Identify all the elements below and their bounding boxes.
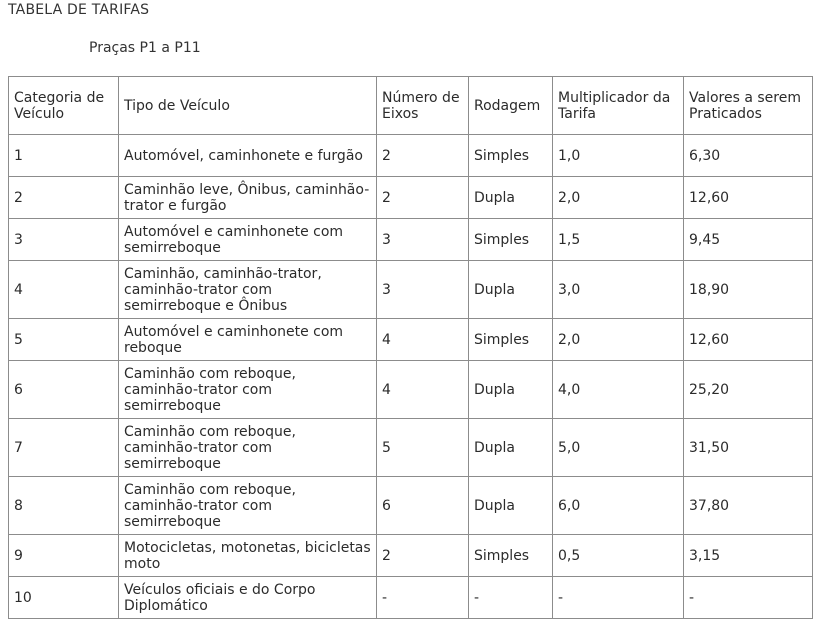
cell-multiplicador: 5,0 xyxy=(553,419,684,477)
cell-categoria: 5 xyxy=(9,319,119,361)
cell-rodagem: Dupla xyxy=(469,361,553,419)
cell-eixos: 4 xyxy=(377,361,469,419)
cell-multiplicador: 3,0 xyxy=(553,261,684,319)
cell-categoria: 9 xyxy=(9,535,119,577)
cell-rodagem: Simples xyxy=(469,219,553,261)
cell-valor: 12,60 xyxy=(684,177,813,219)
cell-eixos: 3 xyxy=(377,261,469,319)
cell-rodagem: Simples xyxy=(469,319,553,361)
table-row xyxy=(9,219,813,261)
cell-valor: 9,45 xyxy=(684,219,813,261)
cell-tipo: Motocicletas, motonetas, bicicletas moto xyxy=(119,535,377,577)
cell-valor: 37,80 xyxy=(684,477,813,535)
header-multiplicador: Multiplicador da Tarifa xyxy=(553,77,684,135)
table-row xyxy=(9,361,813,419)
table-row xyxy=(9,177,813,219)
cell-multiplicador: 2,0 xyxy=(553,319,684,361)
cell-valor: 3,15 xyxy=(684,535,813,577)
cell-categoria: 6 xyxy=(9,361,119,419)
cell-tipo: Veículos oficiais e do Corpo Diplomático xyxy=(119,577,377,619)
cell-multiplicador: 1,0 xyxy=(553,135,684,177)
cell-rodagem: Dupla xyxy=(469,177,553,219)
header-rodagem: Rodagem xyxy=(469,77,553,135)
table-row xyxy=(9,535,813,577)
cell-valor: 31,50 xyxy=(684,419,813,477)
table-row xyxy=(9,477,813,535)
cell-tipo: Caminhão, caminhão-trator, caminhão-trator com semirreboque e Ônibus xyxy=(119,261,377,319)
cell-categoria: 8 xyxy=(9,477,119,535)
cell-valor: 6,30 xyxy=(684,135,813,177)
cell-valor: 12,60 xyxy=(684,319,813,361)
cell-valor: 18,90 xyxy=(684,261,813,319)
table-row xyxy=(9,135,813,177)
header-categoria: Categoria de Veículo xyxy=(9,77,119,135)
cell-tipo: Caminhão leve, Ônibus, caminhão-trator e furgão xyxy=(119,177,377,219)
table-row xyxy=(9,419,813,477)
page-subtitle: Praças P1 a P11 xyxy=(89,40,201,56)
cell-rodagem: Simples xyxy=(469,535,553,577)
cell-tipo: Automóvel e caminhonete com reboque xyxy=(119,319,377,361)
tariff-table xyxy=(8,76,813,619)
cell-multiplicador: 6,0 xyxy=(553,477,684,535)
cell-eixos: - xyxy=(377,577,469,619)
cell-eixos: 3 xyxy=(377,219,469,261)
cell-eixos: 2 xyxy=(377,135,469,177)
cell-rodagem: Dupla xyxy=(469,419,553,477)
cell-tipo: Automóvel, caminhonete e furgão xyxy=(119,135,377,177)
cell-rodagem: Dupla xyxy=(469,261,553,319)
cell-rodagem: - xyxy=(469,577,553,619)
header-eixos: Número de Eixos xyxy=(377,77,469,135)
cell-valor: - xyxy=(684,577,813,619)
cell-rodagem: Dupla xyxy=(469,477,553,535)
cell-rodagem: Simples xyxy=(469,135,553,177)
table-row xyxy=(9,577,813,619)
cell-multiplicador: 2,0 xyxy=(553,177,684,219)
cell-multiplicador: 0,5 xyxy=(553,535,684,577)
cell-tipo: Caminhão com reboque, caminhão-trator com semirreboque xyxy=(119,419,377,477)
cell-tipo: Automóvel e caminhonete com semirreboque xyxy=(119,219,377,261)
cell-multiplicador: 4,0 xyxy=(553,361,684,419)
table-row xyxy=(9,319,813,361)
cell-tipo: Caminhão com reboque, caminhão-trator com semirreboque xyxy=(119,477,377,535)
cell-eixos: 6 xyxy=(377,477,469,535)
cell-eixos: 4 xyxy=(377,319,469,361)
cell-eixos: 2 xyxy=(377,177,469,219)
cell-eixos: 5 xyxy=(377,419,469,477)
cell-categoria: 10 xyxy=(9,577,119,619)
cell-tipo: Caminhão com reboque, caminhão-trator com semirreboque xyxy=(119,361,377,419)
header-valores: Valores a serem Praticados xyxy=(684,77,813,135)
cell-categoria: 3 xyxy=(9,219,119,261)
header-tipo: Tipo de Veículo xyxy=(119,77,377,135)
table-header-row xyxy=(9,77,813,135)
cell-categoria: 7 xyxy=(9,419,119,477)
cell-eixos: 2 xyxy=(377,535,469,577)
cell-categoria: 4 xyxy=(9,261,119,319)
cell-multiplicador: - xyxy=(553,577,684,619)
cell-categoria: 2 xyxy=(9,177,119,219)
cell-multiplicador: 1,5 xyxy=(553,219,684,261)
page-title: TABELA DE TARIFAS xyxy=(8,2,150,18)
table-row xyxy=(9,261,813,319)
cell-valor: 25,20 xyxy=(684,361,813,419)
cell-categoria: 1 xyxy=(9,135,119,177)
